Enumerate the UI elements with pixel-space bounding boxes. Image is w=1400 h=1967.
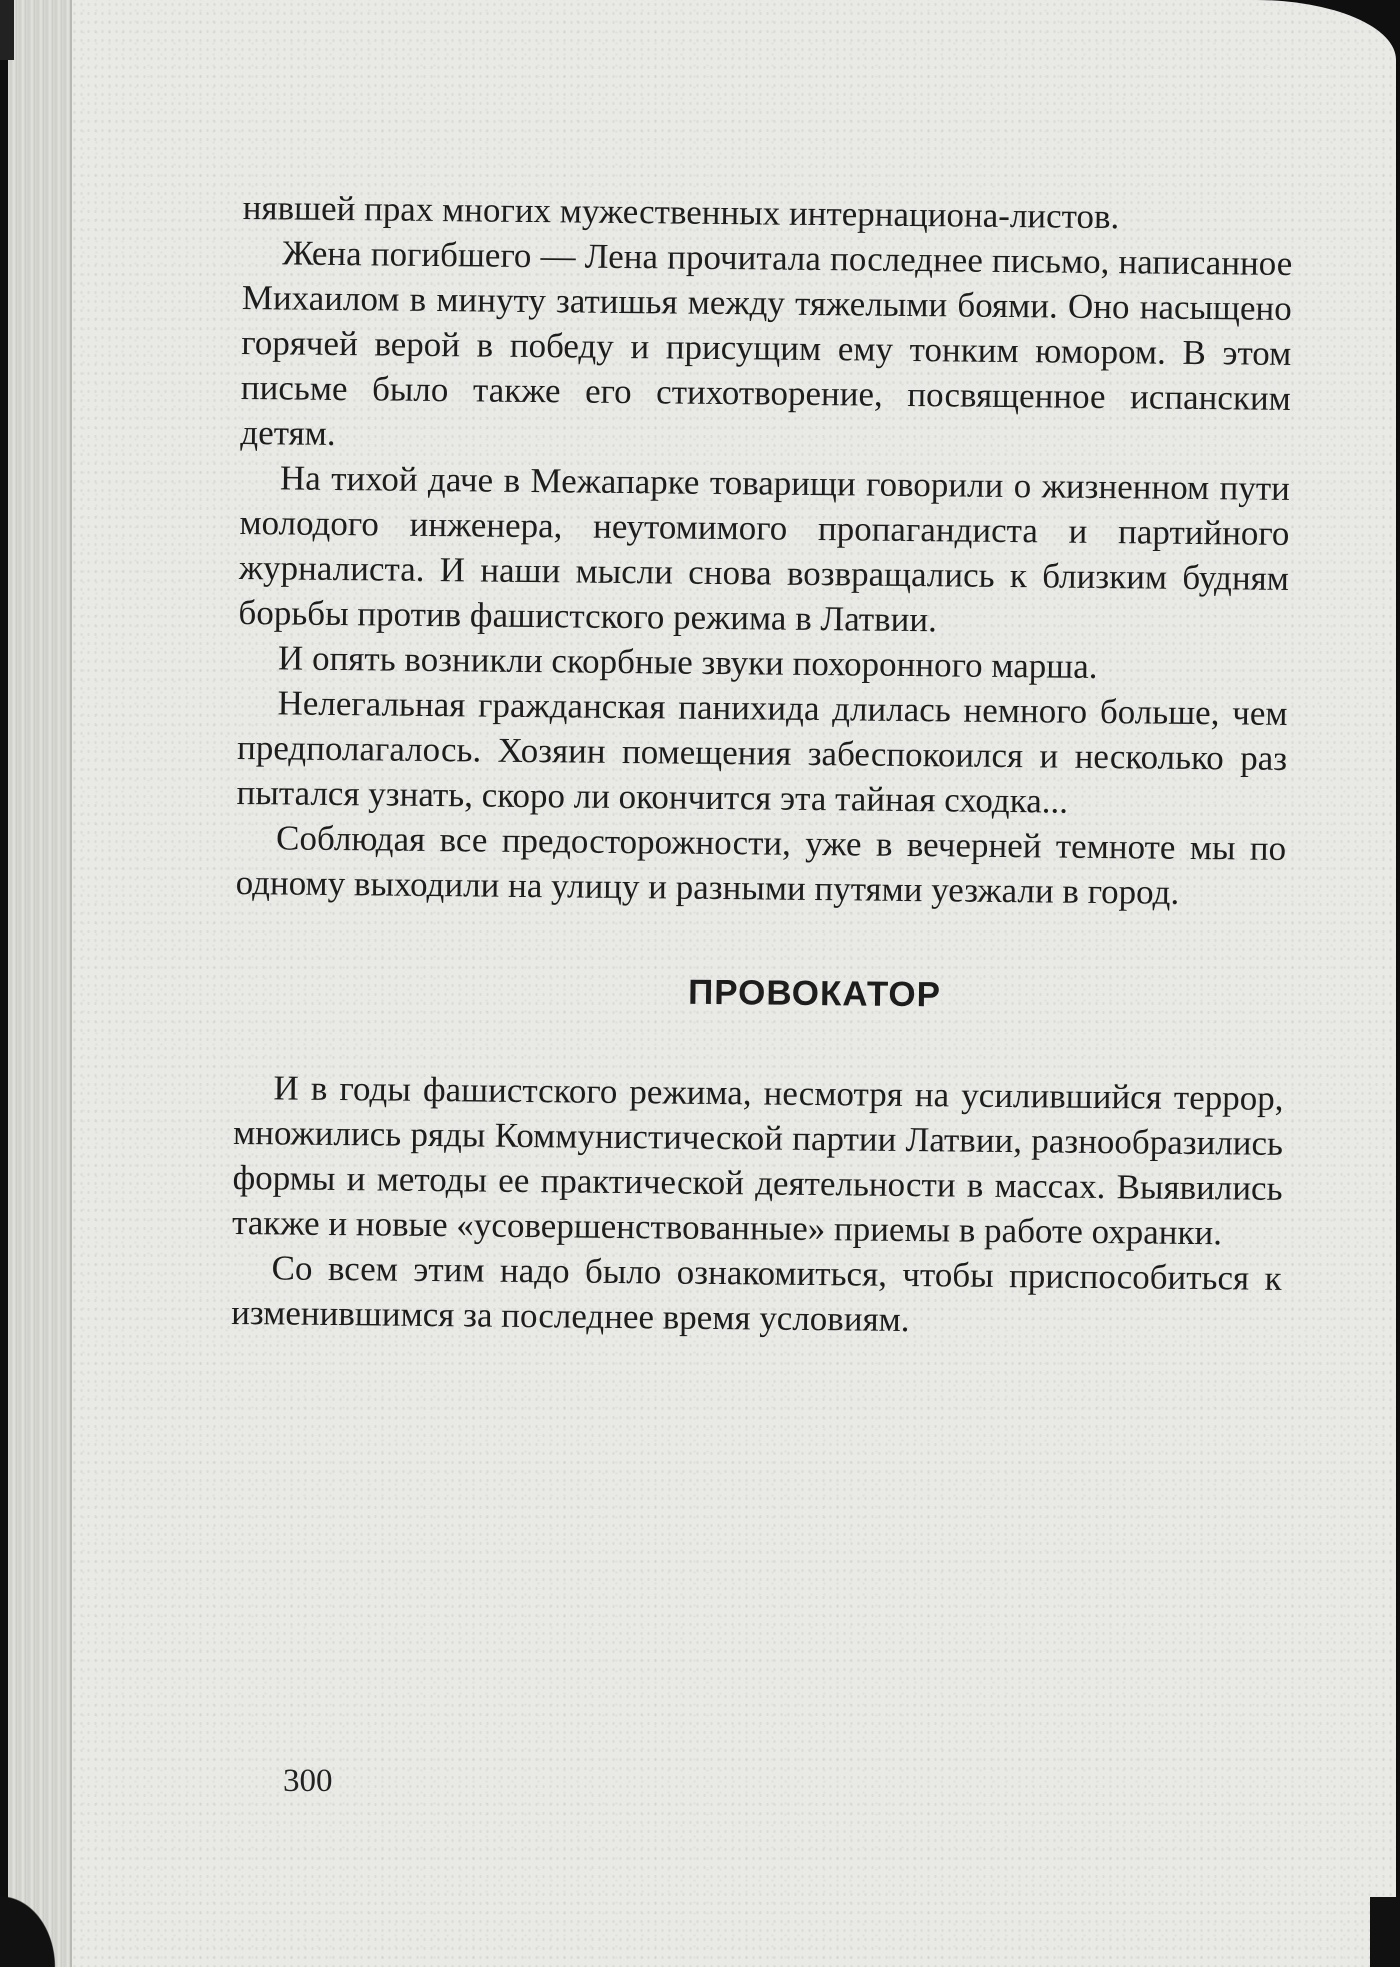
paragraph: нявшей прах многих мужественных интернациона-листов. [242, 187, 1120, 237]
paragraph: Соблюдая все предосторожности, уже в вечерней темноте мы по одному выходили на улицу и разными путями уезжали в город. [235, 818, 1287, 912]
paragraph: И опять возникли скорбные звуки похоронного марша. [277, 638, 1098, 686]
paragraph: Со всем этим надо было ознакомиться, чтобы приспособиться к изменившимся за последнее время условиям. [230, 1248, 1282, 1340]
section-title: ПРОВОКАТОР [687, 972, 942, 1015]
page-edge-stack [8, 0, 72, 1967]
body-text [231, 185, 1293, 1346]
scan-corner-top-right [1330, 0, 1400, 70]
page-number: 300 [283, 1763, 333, 1799]
paragraph: На тихой даче в Межапарке товарищи говорили о жизненном пути молодого инженера, неутомимого пропагандиста и партийного журналиста. И наши мысли снова возвращались к близким будням борьбы против фашистского режима в Латвии. [238, 458, 1291, 640]
scan-corner-top-left [0, 0, 14, 60]
scan-corner-bottom-right [1370, 1897, 1400, 1967]
paragraph: Жена погибшего — Лена прочитала последнее письмо, написанное Михаилом в минуту затишья между тяжелыми боями. Оно насыщено горячей верой в победу и присущим ему тонким юмором. В этом письме было также его стихотворение, посвященное испанским детям. [240, 233, 1293, 453]
scan-corner-bottom-left [0, 1877, 70, 1967]
paragraph: И в годы фашистского режима, несмотря на усилившийся террор, множились ряды Коммунистической партии Латвии, разнообразились формы и методы ее практической деятельности в массах. Выявились также и новые «усовершенствованные» приемы в работе охранки. [231, 1068, 1284, 1253]
paragraph: Нелегальная гражданская панихида длилась немного больше, чем предполагалось. Хозяин помещения забеспокоился и несколько раз пытался узнать, скоро ли окончится эта тайная сходка... [236, 683, 1288, 821]
